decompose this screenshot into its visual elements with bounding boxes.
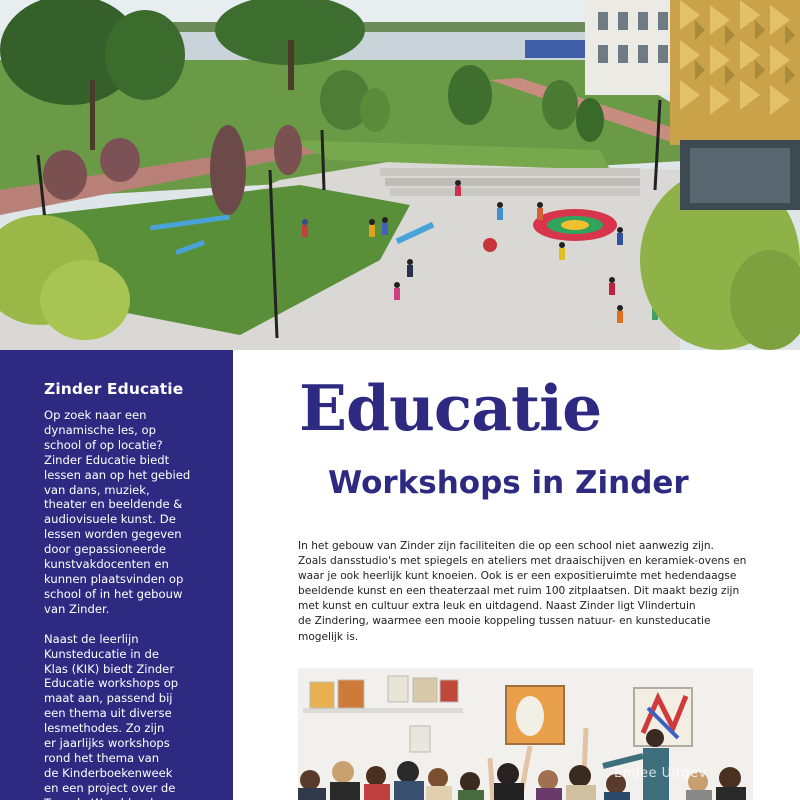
stepped-seating	[380, 168, 640, 196]
sidebar-paragraph-2: Naast de leerlijn Kunsteducatie in de Klas (KIK) biedt Zinder Educatie workshops op maat aan, passend bij een thema uit diverse lesmethodes. Zo zijn er jaarlijks workshops rond het thema van de Kinderboekenweek en een project over de Tweede Wereldoorlog	[44, 631, 179, 810]
publisher-watermark: Emjee Uitgev	[614, 766, 707, 781]
main-content	[233, 350, 800, 800]
gold-building	[670, 0, 800, 210]
sidebar-paragraph-1: Op zoek naar een dynamische les, op school of op locatie? Zinder Educatie biedt lessen aan op het gebied van dans, muziek, theater en beeldende & audiovisuele kunst. De lessen worden gegeven door gepassioneerde kunstvakdocenten en kunnen plaatsvinden op school of in het gebouw van Zinder.	[44, 408, 191, 616]
sidebar-title: Zinder Educatie	[44, 380, 184, 398]
page-subtitle: Workshops in Zinder	[328, 465, 689, 501]
sidebar-panel	[0, 350, 233, 810]
red-ball	[483, 238, 497, 252]
page-title: Educatie	[299, 371, 602, 445]
intro-paragraph: In het gebouw van Zinder zijn faciliteiten die op een school niet aanwezig zijn. Zoals dansstudio's met spiegels en ateliers met draaischijven en keramiek-ovens en waar je ook heerlijk kunt knoeien. Ook is er een expositieruimte met hedendaagse beeldende kunst en een theaterzaal met ruim 100 zitplaatsen. Dit maakt bezig zijn met kunst en cultuur extra leuk en uitdagend. Naast Zinder ligt Vlindertuin de Zindering, waarmee een mooie koppeling tussen natuur- en kunsteducatie mogelijk is.	[298, 540, 747, 643]
shelf	[303, 708, 463, 713]
hero-photo	[0, 0, 800, 350]
plaza-illustration	[0, 0, 800, 350]
boat-terminal	[525, 40, 585, 58]
